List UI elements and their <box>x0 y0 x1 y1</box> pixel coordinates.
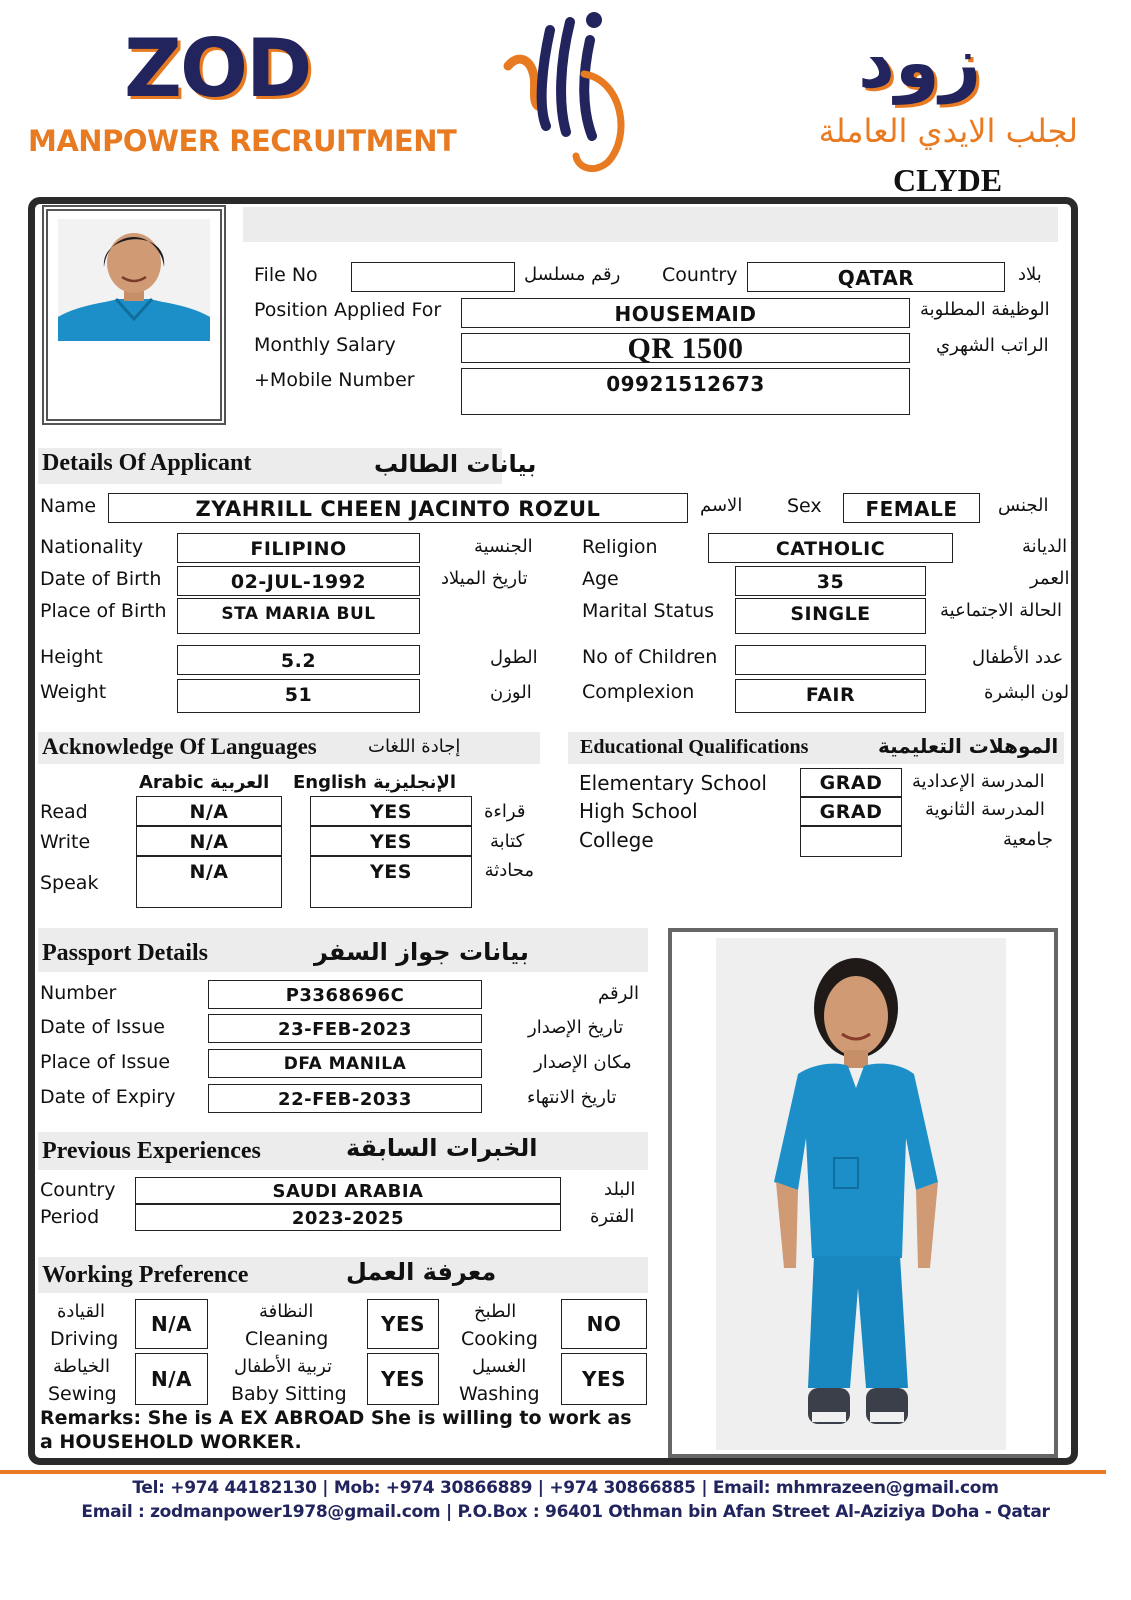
expiry-date-arabic: تاريخ الانتهاء <box>527 1087 617 1108</box>
height-arabic: الطول <box>490 647 538 668</box>
applicant-section-header <box>38 448 537 484</box>
passport-number-arabic: الرقم <box>598 983 640 1004</box>
college-field <box>800 826 902 857</box>
children-field <box>735 645 926 675</box>
college-arabic: جامعية <box>1003 829 1054 850</box>
driving-label: Driving <box>50 1328 119 1350</box>
experience-country-field: SAUDI ARABIA <box>135 1177 561 1204</box>
file-no-field <box>351 262 515 292</box>
footer-rule <box>0 1470 1106 1474</box>
salary-field: QR 1500 <box>461 333 910 363</box>
sex-label: Sex <box>787 495 822 517</box>
education-section-header <box>568 732 1064 764</box>
file-no-arabic: رقم مسلسل <box>524 264 621 285</box>
driving-field: N/A <box>135 1299 208 1349</box>
country-field: QATAR <box>747 262 1005 292</box>
speak-arabic-label: محادثة <box>484 860 534 881</box>
dob-field: 02-JUL-1992 <box>177 566 420 596</box>
country-label: Country <box>662 264 738 286</box>
issue-date-label: Date of Issue <box>40 1016 165 1038</box>
pob-field: STA MARIA BUL <box>177 598 420 634</box>
dob-label: Date of Birth <box>40 568 162 590</box>
age-label: Age <box>582 568 619 590</box>
marital-label: Marital Status <box>582 600 715 622</box>
passport-section-header <box>38 928 648 972</box>
marital-arabic: الحالة الاجتماعية <box>940 600 1062 621</box>
experience-period-field: 2023-2025 <box>135 1204 561 1231</box>
height-label: Height <box>40 646 103 668</box>
write-arabic-label: كتابة <box>490 831 525 852</box>
weight-field: 51 <box>177 679 420 713</box>
salary-arabic: الراتب الشهري <box>936 335 1049 356</box>
elementary-label: Elementary School <box>579 771 767 795</box>
write-english-field: YES <box>310 826 472 856</box>
expiry-date-label: Date of Expiry <box>40 1086 176 1108</box>
highschool-label: High School <box>579 799 698 823</box>
experience-country-arabic: البلد <box>604 1179 636 1200</box>
religion-field: CATHOLIC <box>708 533 953 563</box>
brand-subtitle: MANPOWER RECRUITMENT <box>28 124 457 158</box>
marital-field: SINGLE <box>735 598 926 634</box>
issue-place-label: Place of Issue <box>40 1051 171 1073</box>
children-label: No of Children <box>582 646 718 668</box>
sex-field: FEMALE <box>843 493 980 523</box>
issue-date-arabic: تاريخ الإصدار <box>528 1017 624 1038</box>
brand-arabic: زود <box>858 20 982 104</box>
babysitting-field: YES <box>367 1353 439 1405</box>
speak-label: Speak <box>40 872 99 894</box>
sewing-label: Sewing <box>48 1383 117 1405</box>
cleaning-arabic: النظافة <box>259 1301 314 1322</box>
issue-place-arabic: مكان الإصدار <box>534 1052 632 1073</box>
experience-section-header <box>38 1132 648 1170</box>
portrait-photo-frame <box>42 205 226 425</box>
english-column-header: English الإنجليزية <box>293 772 457 793</box>
sex-arabic: الجنس <box>998 495 1049 516</box>
cleaning-field: YES <box>367 1299 439 1349</box>
washing-label: Washing <box>459 1383 540 1405</box>
position-arabic: الوظيفة المطلوبة <box>920 299 1050 320</box>
passport-title-arabic: بيانات جواز السفر <box>314 938 529 966</box>
portrait-photo <box>58 219 210 341</box>
pob-label: Place of Birth <box>40 600 167 622</box>
elementary-arabic: المدرسة الإعدادية <box>912 771 1045 792</box>
education-title: Educational Qualifications <box>580 736 809 758</box>
write-arabic-field: N/A <box>136 826 282 856</box>
issue-place-field: DFA MANILA <box>208 1049 482 1078</box>
age-field: 35 <box>735 566 926 596</box>
top-strip <box>243 207 1058 242</box>
weight-arabic: الوزن <box>490 682 532 703</box>
complexion-arabic: لون البشرة <box>984 682 1070 703</box>
position-label: Position Applied For <box>254 299 442 321</box>
read-label: Read <box>40 801 88 823</box>
passport-number-field: P3368696C <box>208 980 482 1009</box>
remarks: Remarks: She is A EX ABROAD She is willing to work as a HOUSEHOLD WORKER. <box>40 1407 632 1453</box>
washing-arabic: الغسيل <box>472 1356 527 1377</box>
name-field: ZYAHRILL CHEEN JACINTO ROZUL <box>108 493 688 523</box>
footer-line-1: Tel: +974 44182130 | Mob: +974 30866889 | +974 30866885 | Email: mhmrazeen@gmail.com <box>132 1478 999 1498</box>
mobile-label: +Mobile Number <box>254 369 415 391</box>
driving-arabic: القيادة <box>57 1301 105 1322</box>
experience-title-arabic: الخبرات السابقة <box>346 1134 538 1162</box>
religion-label: Religion <box>582 536 658 558</box>
read-arabic-field: N/A <box>136 796 282 826</box>
languages-title-arabic: إجادة اللغات <box>368 736 461 757</box>
arabic-column-header: Arabic العربية <box>139 772 270 793</box>
washing-field: YES <box>561 1353 647 1405</box>
passport-number-label: Number <box>40 982 117 1004</box>
full-body-photo-frame <box>668 928 1058 1458</box>
country-arabic: بلاد <box>1018 264 1042 285</box>
nationality-arabic: الجنسية <box>474 536 533 557</box>
expiry-date-field: 22-FEB-2033 <box>208 1084 482 1113</box>
full-body-photo <box>716 938 1006 1450</box>
write-label: Write <box>40 831 91 853</box>
cooking-arabic: الطبخ <box>474 1301 517 1322</box>
salary-label: Monthly Salary <box>254 334 396 356</box>
mobile-field: 09921512673 <box>461 368 910 415</box>
height-field: 5.2 <box>177 645 420 675</box>
applicant-title: Details Of Applicant <box>42 450 252 476</box>
working-title-arabic: معرفة العمل <box>346 1258 497 1286</box>
experience-title: Previous Experiences <box>42 1138 261 1164</box>
nationality-label: Nationality <box>40 536 144 558</box>
issue-date-field: 23-FEB-2023 <box>208 1014 482 1043</box>
working-title: Working Preference <box>42 1262 249 1288</box>
babysitting-label: Baby Sitting <box>231 1383 347 1405</box>
experience-country-label: Country <box>40 1179 116 1201</box>
passport-title: Passport Details <box>42 940 208 966</box>
cooking-label: Cooking <box>461 1328 538 1350</box>
age-arabic: العمر <box>1030 568 1070 589</box>
file-no-label: File No <box>254 264 318 286</box>
complexion-label: Complexion <box>582 681 695 703</box>
languages-section-header <box>38 732 540 764</box>
name-arabic: الاسم <box>700 495 743 516</box>
complexion-field: FAIR <box>735 679 926 713</box>
highschool-field: GRAD <box>800 797 902 826</box>
working-section-header <box>38 1257 648 1293</box>
experience-period-label: Period <box>40 1206 100 1228</box>
cleaning-label: Cleaning <box>245 1328 329 1350</box>
babysitting-arabic: تربية الأطفال <box>234 1356 333 1377</box>
company-logo-icon <box>498 6 638 178</box>
candidate-code: CLYDE <box>893 162 1003 198</box>
name-label: Name <box>40 495 97 517</box>
cooking-field: NO <box>561 1299 647 1349</box>
speak-arabic-field: N/A <box>136 856 282 908</box>
dob-arabic: تاريخ الميلاد <box>441 568 528 589</box>
applicant-title-arabic: بيانات الطالب <box>374 450 537 478</box>
college-label: College <box>579 828 654 852</box>
speak-english-field: YES <box>310 856 472 908</box>
brand-subtitle-arabic: لجلب الايدي العاملة <box>818 112 1078 150</box>
brand-logo-text: ZOD <box>124 22 311 115</box>
weight-label: Weight <box>40 681 107 703</box>
read-english-field: YES <box>310 796 472 826</box>
highschool-arabic: المدرسة الثانوية <box>925 799 1045 820</box>
languages-title: Acknowledge Of Languages <box>42 734 317 759</box>
elementary-field: GRAD <box>800 768 902 797</box>
sewing-field: N/A <box>135 1353 208 1405</box>
position-field: HOUSEMAID <box>461 298 910 328</box>
nationality-field: FILIPINO <box>177 533 420 563</box>
children-arabic: عدد الأطفال <box>972 647 1064 668</box>
read-arabic-label: قراءة <box>484 801 526 822</box>
sewing-arabic: الخياطة <box>53 1356 110 1377</box>
education-title-arabic: الموهلات التعليمية <box>878 734 1059 758</box>
religion-arabic: الديانة <box>1022 536 1068 557</box>
footer-line-2: Email : zodmanpower1978@gmail.com | P.O.Box : 96401 Othman bin Afan Street Al-Aziziya Doha - Qatar <box>81 1502 1050 1522</box>
experience-period-arabic: الفترة <box>590 1206 635 1227</box>
